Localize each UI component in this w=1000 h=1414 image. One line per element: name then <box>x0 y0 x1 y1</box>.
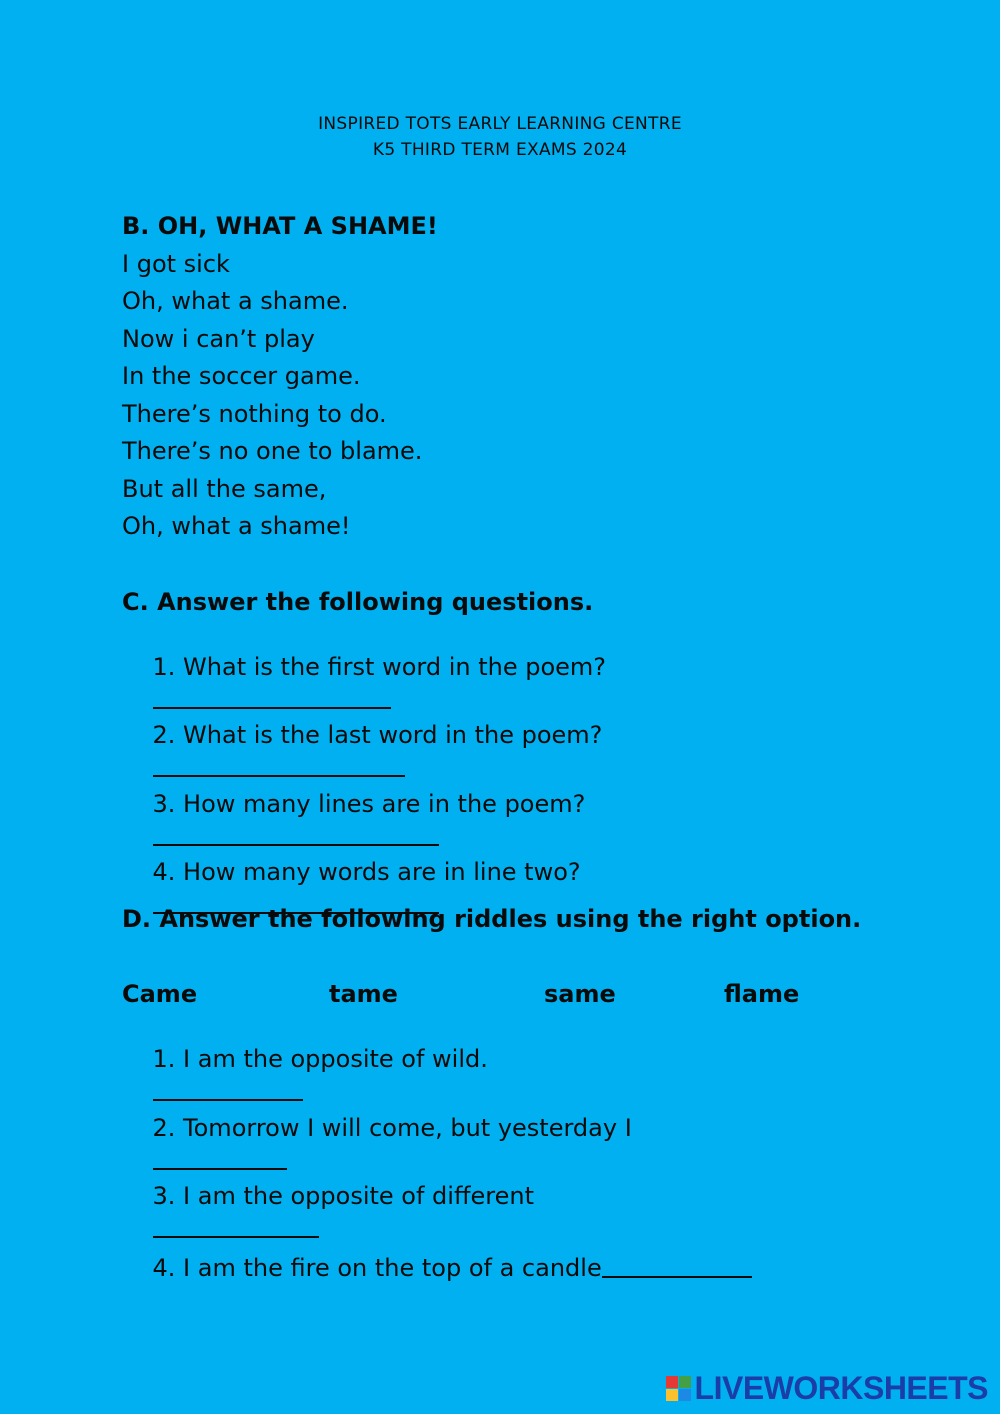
option-word: same <box>544 980 616 1008</box>
section-d-title: D. Answer the following riddles using the right option. <box>122 905 862 933</box>
riddle-text: 4. I am the fire on the top of a candle <box>152 1254 602 1282</box>
liveworksheets-logo[interactable] <box>666 1368 988 1408</box>
poem-line: There’s no one to blame. <box>122 437 423 465</box>
poem-line: There’s nothing to do. <box>122 400 387 428</box>
poem-line: But all the same, <box>122 475 327 503</box>
question-text: 3. How many lines are in the poem? <box>152 790 593 818</box>
poem-line: Oh, what a shame! <box>122 512 351 540</box>
question-text: 2. What is the last word in the poem? <box>152 721 611 749</box>
logo-mark-icon <box>666 1376 691 1401</box>
poem-line: Oh, what a shame. <box>122 287 349 315</box>
option-word: flame <box>724 980 800 1008</box>
school-name: INSPIRED TOTS EARLY LEARNING CENTRE <box>318 114 682 134</box>
riddle-text: 3. I am the opposite of different <box>152 1182 542 1210</box>
riddle-row <box>122 1222 752 1310</box>
riddle-text: 2. Tomorrow I will come, but yesterday I <box>152 1114 640 1142</box>
poem-line: In the soccer game. <box>122 362 361 390</box>
question-text: 4. How many words are in line two? <box>152 858 589 886</box>
section-c-title: C. Answer the following questions. <box>122 588 594 616</box>
exam-title: K5 THIRD TERM EXAMS 2024 <box>372 140 628 160</box>
answer-blank[interactable] <box>602 1250 752 1278</box>
option-word: tame <box>329 980 398 1008</box>
poem-title: B. OH, WHAT A SHAME! <box>122 212 438 240</box>
logo-text: LIVEWORKSHEETS <box>694 1369 988 1406</box>
poem-line: I got sick <box>122 250 230 278</box>
option-word: Came <box>122 980 198 1008</box>
riddle-text: 1. I am the opposite of wild. <box>152 1045 496 1073</box>
poem-line: Now i can’t play <box>122 325 315 353</box>
question-text: 1. What is the first word in the poem? <box>152 653 614 681</box>
